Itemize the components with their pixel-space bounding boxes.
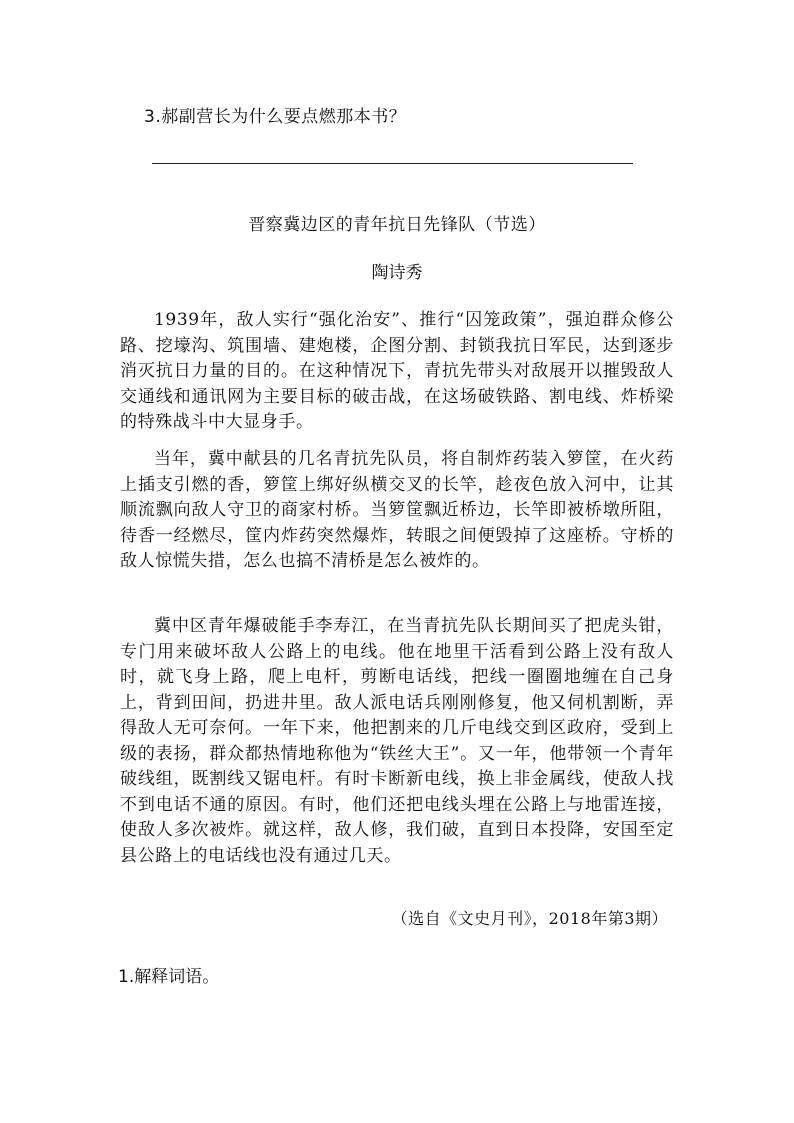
article-title: 晋察冀边区的青年抗日先锋队（节选） (248, 215, 546, 235)
paragraph-3: 冀中区青年爆破能手李寿江，在当青抗先队长期间买了把虎头钳，专门用来破坏敌人公路上的电线。他在地里干活看到公路上没有敌人时，就飞身上路，爬上电杆，剪断电话线，把线一圈圈地缠在自己身上，背到田间，扔进井里。敌人派电话兵刚刚修复，他又伺机割断，弄得敌人无可奈何。一年下来，他把割来的几斤电线交到区政府，受到上级的表扬，群众都热情地称他为“铁丝大王”。又一年，他带领一个青年破线组，既割线又锯电杆。有时卡断新电线，换上非金属线，使敌人找不到电话不通的原因。有时，他们还把电线头埋在公路上与地雷连接，使敌人多次被炸。就这样，敌人修，我们破，直到日本投降，安国至定县公路上的电话线也没有通过几天。 (120, 616, 674, 866)
paragraph-2: 当年，冀中献县的几名青抗先队员，将自制炸药装入箩筐，在火药上插支引燃的香，箩筐上绑好纵横交叉的长竿，趁夜色放入河中，让其顺流飘向敌人守卫的商家村桥。当箩筐飘近桥边，长竿即被桥墩所阻，待香一经燃尽，筐内炸药突然爆炸，转眼之间便毁掉了这座桥。守桥的敌人惊慌失措，怎么也搞不清桥是怎么被炸的。 (120, 449, 674, 571)
exercise-1: 1.解释词语。 (118, 967, 220, 987)
article-author: 陶诗秀 (371, 263, 423, 283)
answer-line (152, 163, 633, 164)
question-3: 3.郝副营长为什么要点燃那本书？ (144, 107, 407, 127)
article-source: （选自《文史月刊》，2018年第3期） (391, 909, 668, 928)
paragraph-1: 1939年，敌人实行“强化治安”、推行“囚笼政策”，强迫群众修公路、挖壕沟、筑围墙、建炮楼，企图分割、封锁我抗日军民，达到逐步消灭抗日力量的目的。在这种情况下，青抗先带头对敌展开以摧毁敌人交通线和通讯网为主要目标的破击战，在这场破铁路、割电线、炸桥梁的特殊战斗中大显身手。 (120, 310, 674, 432)
